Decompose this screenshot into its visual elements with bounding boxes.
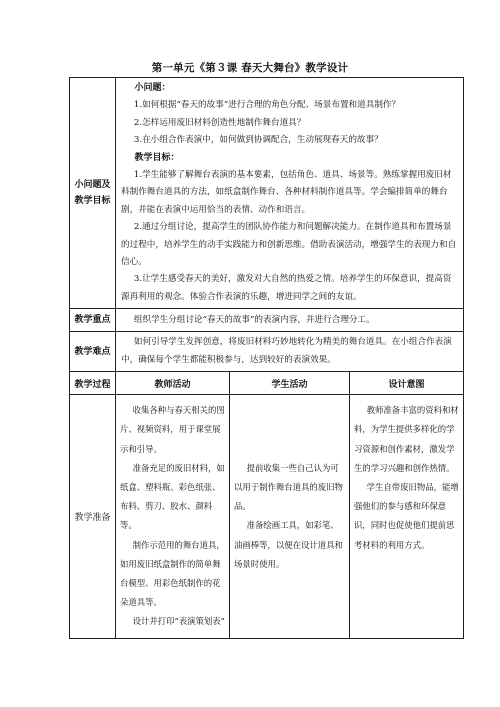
questions-goals-label: [70, 78, 116, 309]
teacher-activity-item: 收集各种与春天相关的图片、视频资料，用于课堂展示和引导。: [120, 405, 225, 454]
key-point-label: 教学重点: [70, 309, 116, 332]
design-intent-item: 教师准备丰富的资料和材料，为学生提供多样化的学习资源和创作素材，激发学生的学习兴趣和创作热情。: [354, 405, 459, 473]
student-activity-item: 准备绘画工具，如彩笔、油画棒等，以便在设计道具和场景时使用。: [234, 520, 343, 569]
goals-heading: 教学目标：: [134, 152, 180, 163]
difficulty-text: 如何引导学生发挥创意，将废旧材料巧妙地转化为精美的舞台道具。在小组合作表演中，确保每个学生都能积极参与，达到较好的表演效果。: [121, 337, 452, 365]
difficulty-row: [70, 332, 464, 372]
page-title: 第一单元《第３课 春天大舞台》教学设计: [151, 62, 349, 74]
questions-goals-content: [116, 78, 464, 309]
goal-item: 1.学生能够了解舞台表演的基本要素，包括角色、道具、场景等。熟练掌握用废旧材料制作舞台道具的方法，如纸盒制作舞台、各种材料制作道具等。学会编排简单的舞台剧，并能在表演中运用恰当的表情、动作和语言。: [121, 170, 452, 215]
teacher-activity-item: 准备充足的废旧材料，如纸盒、塑料瓶、彩色纸张、布料、剪刀、胶水、颜料等。: [120, 462, 225, 531]
student-activity-header: 学生活动: [230, 372, 350, 395]
question-item: 2.怎样运用废旧材料创造性地制作舞台道具？: [133, 117, 306, 128]
questions-goals-row: [70, 78, 464, 309]
student-activity-item: 提前收集一些自己认为可以用于制作舞台道具的废旧物品。: [234, 462, 343, 512]
preparation-label: 教学准备: [70, 395, 116, 638]
question-item: 3.在小组合作表演中，如何做到协调配合，生动展现春天的故事？: [133, 135, 383, 146]
preparation-row: [70, 395, 464, 638]
teacher-activity-item: 设计并打印“表演策划表”: [132, 616, 225, 627]
key-point-text: 组织学生分组讨论“春天的故事”的表演内容，并进行合理分工。: [133, 314, 375, 325]
design-intent-item: 学生自带废旧物品，能增强他们的参与感和环保意识，同时也促使他们提前思考材料的利用方式。: [354, 481, 459, 550]
question-item: 1.如何根据“春天的故事”进行合理的角色分配、场景布置和道具制作？: [133, 100, 401, 111]
questions-heading: 小问题：: [134, 83, 171, 93]
questions-goals-label-text: 小问题及 教学目标: [74, 180, 111, 207]
teacher-activity-header: 教师活动: [116, 372, 230, 395]
goal-item: 3.让学生感受春天的美好，激发对大自然的热爱之情。培养学生的环保意识，提高资源再利用的观念。体验合作表演的乐趣，增进同学之间的友谊。: [121, 274, 452, 302]
key-point-row: [70, 309, 464, 332]
design-intent-header: 设计意图: [350, 372, 464, 395]
key-point-content: [116, 309, 464, 332]
process-label: 教学过程: [70, 372, 116, 395]
teacher-activity-cell: [116, 395, 230, 638]
difficulty-label: 教学难点: [70, 332, 116, 372]
process-header-row: [70, 372, 464, 395]
student-activity-cell: [230, 395, 350, 638]
design-intent-cell: [350, 395, 464, 638]
goal-item: 2.通过分组讨论，提高学生的团队协作能力和问题解决能力。在制作道具和布置场景的过程中，培养学生的动手实践能力和创新思维。借助表演活动，增强学生的表现力和自信心。: [121, 222, 457, 268]
lesson-plan-table: [69, 77, 464, 639]
teacher-activity-item: 制作示范用的舞台道具，如用废旧纸盒制作的简单舞台模型、用彩色纸制作的花朵道具等。: [120, 539, 225, 608]
difficulty-content: [116, 332, 464, 372]
